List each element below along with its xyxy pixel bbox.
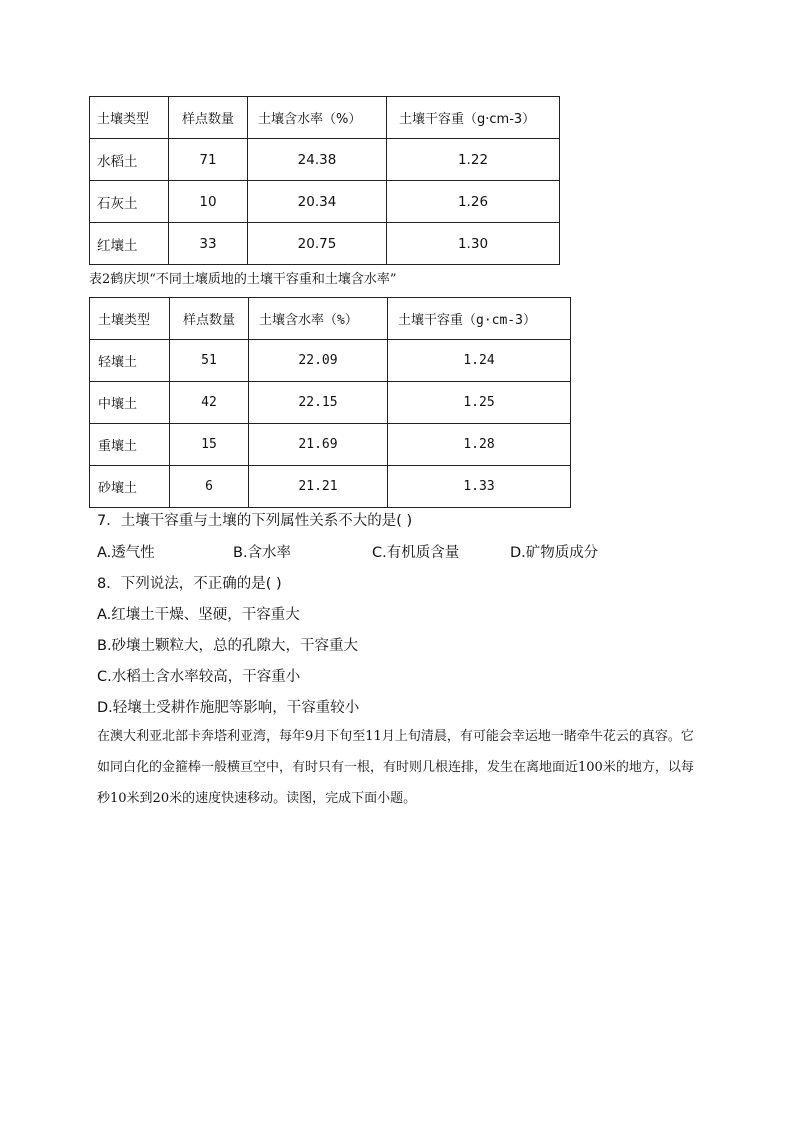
question-7-option-c: C.有机质含量 xyxy=(372,545,460,561)
table-cell: 砂壤土 xyxy=(90,466,170,508)
table-cell: 1.28 xyxy=(388,424,571,466)
question-8-option-d: D.轻壤土受耕作施肥等影响，干容重较小 xyxy=(97,700,360,716)
table-header-row xyxy=(90,298,571,340)
table-cell: 6 xyxy=(170,466,249,508)
table-header-row xyxy=(90,97,560,139)
table-cell: 10 xyxy=(169,181,248,223)
table-cell: 石灰土 xyxy=(90,181,169,223)
table-cell: 1.33 xyxy=(388,466,571,508)
question-7-option-d: D.矿物质成分 xyxy=(510,545,599,561)
question-7-stem: 7．土壤干容重与土壤的下列属性关系不大的是( ) xyxy=(97,513,413,529)
question-7-option-a: A.透气性 xyxy=(97,545,155,561)
question-7-option-b: B.含水率 xyxy=(233,545,292,561)
table-row xyxy=(90,181,560,223)
question-8-stem: 8．下列说法，不正确的是( ) xyxy=(97,576,282,592)
header-cell: 土壤含水率（%） xyxy=(248,97,387,139)
question-8-option-c: C.水稻土含水率较高，干容重小 xyxy=(97,669,301,685)
table-row xyxy=(90,139,560,181)
table-cell: 红壤土 xyxy=(90,223,169,265)
table-cell: 1.24 xyxy=(388,340,571,382)
table-cell: 20.75 xyxy=(248,223,387,265)
table-cell: 1.26 xyxy=(387,181,560,223)
question-8-option-a: A.红壤土干燥、坚硬，干容重大 xyxy=(97,607,300,623)
table-row xyxy=(90,466,571,508)
table-cell: 21.69 xyxy=(249,424,388,466)
table-row xyxy=(90,382,571,424)
table-cell: 中壤土 xyxy=(90,382,170,424)
question-8-option-b: B.砂壤土颗粒大，总的孔隙大，干容重大 xyxy=(97,638,359,654)
header-cell: 土壤干容重（g·cm-3） xyxy=(388,298,571,340)
table-cell: 1.22 xyxy=(387,139,560,181)
header-cell: 样点数量 xyxy=(170,298,249,340)
soil-table-2 xyxy=(89,297,571,508)
soil-table-1 xyxy=(89,96,560,265)
table-cell: 22.15 xyxy=(249,382,388,424)
reading-passage: 在澳大利亚北部卡奔塔利亚湾，每年9月下旬至11月上旬清晨，有可能会幸运地一睹牵牛花云的真容。它如同白化的金箍棒一般横亘空中，有时只有一根，有时则几根连排，发生在离地面近100米的地方，以每秒10米到20米的速度快速移动。读图，完成下面小题。 xyxy=(97,729,694,806)
table-cell: 71 xyxy=(169,139,248,181)
table-2-caption: 表2鹤庆坝“不同土壤质地的土壤干容重和土壤含水率” xyxy=(89,272,397,287)
table-cell: 42 xyxy=(170,382,249,424)
header-cell: 土壤类型 xyxy=(90,97,169,139)
table-cell: 水稻土 xyxy=(90,139,169,181)
table-cell: 21.21 xyxy=(249,466,388,508)
table-cell: 轻壤土 xyxy=(90,340,170,382)
table-cell: 1.25 xyxy=(388,382,571,424)
table-cell: 24.38 xyxy=(248,139,387,181)
table-cell: 重壤土 xyxy=(90,424,170,466)
table-cell: 15 xyxy=(170,424,249,466)
table-cell: 1.30 xyxy=(387,223,560,265)
table-row xyxy=(90,424,571,466)
table-cell: 20.34 xyxy=(248,181,387,223)
table-row xyxy=(90,340,571,382)
header-cell: 土壤类型 xyxy=(90,298,170,340)
table-row xyxy=(90,223,560,265)
table-cell: 22.09 xyxy=(249,340,388,382)
table-cell: 33 xyxy=(169,223,248,265)
header-cell: 样点数量 xyxy=(169,97,248,139)
header-cell: 土壤干容重（g·cm-3） xyxy=(387,97,560,139)
table-cell: 51 xyxy=(170,340,249,382)
header-cell: 土壤含水率（%） xyxy=(249,298,388,340)
